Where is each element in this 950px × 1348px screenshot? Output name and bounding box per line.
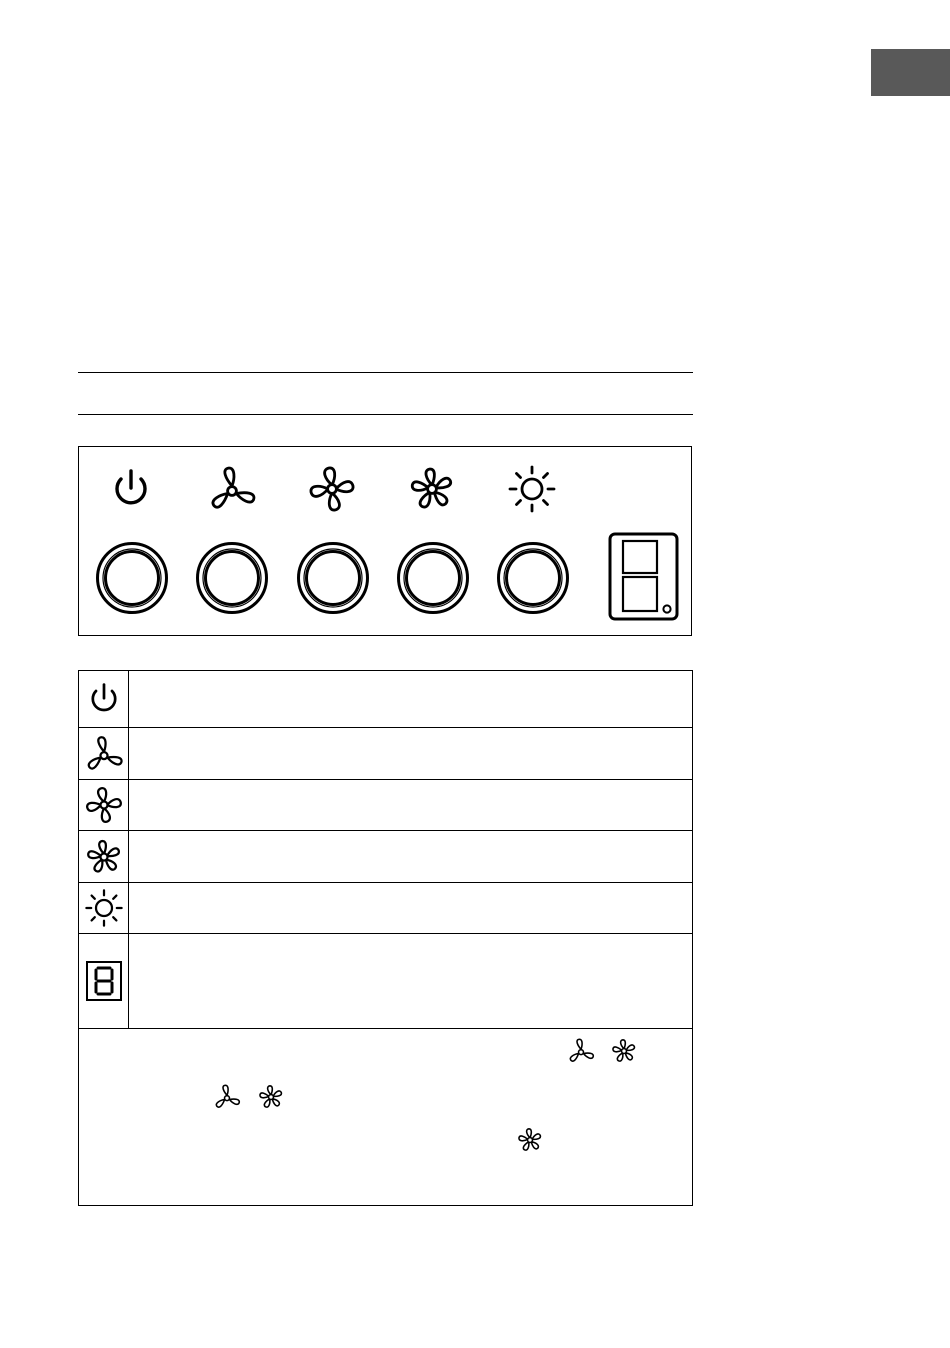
legend-icon-cell [79, 728, 129, 779]
light-icon [84, 888, 124, 928]
heading-rule-top [78, 372, 693, 373]
legend-notes [79, 1029, 692, 1205]
fan-speed-3-button[interactable] [396, 541, 470, 615]
legend-row-display [79, 934, 692, 1029]
legend-row-fan-high [79, 831, 692, 883]
legend-icon-cell [79, 780, 129, 830]
fan-low-icon [84, 734, 124, 774]
power-icon [106, 464, 156, 514]
legend-icon-cell [79, 883, 129, 933]
display-digit-icon [84, 961, 124, 1001]
legend-row-fan-low [79, 728, 692, 780]
legend-row-fan-medium [79, 780, 692, 831]
seven-segment-display [608, 532, 679, 621]
fan-low-icon [207, 464, 257, 514]
fan-speed-2-button[interactable] [296, 541, 370, 615]
light-button[interactable] [496, 541, 570, 615]
light-icon [507, 464, 557, 514]
fan-low-icon [567, 1037, 595, 1065]
control-legend-table [78, 670, 693, 1206]
control-panel-illustration [78, 446, 692, 636]
legend-icon-cell [79, 934, 129, 1028]
fan-medium-icon [84, 785, 124, 825]
fan-high-icon [516, 1126, 544, 1154]
fan-medium-icon [307, 464, 357, 514]
legend-row-power [79, 671, 692, 728]
fan-high-icon [610, 1037, 638, 1065]
heading-rule-bottom [78, 414, 693, 415]
legend-icon-cell [79, 831, 129, 882]
fan-high-icon [84, 837, 124, 877]
fan-high-icon [257, 1083, 285, 1111]
power-button[interactable] [95, 541, 169, 615]
legend-row-light [79, 883, 692, 934]
legend-icon-cell [79, 671, 129, 727]
fan-speed-1-button[interactable] [195, 541, 269, 615]
fan-high-icon [407, 464, 457, 514]
language-tab [871, 49, 950, 96]
fan-low-icon [213, 1083, 241, 1111]
power-icon [84, 679, 124, 719]
